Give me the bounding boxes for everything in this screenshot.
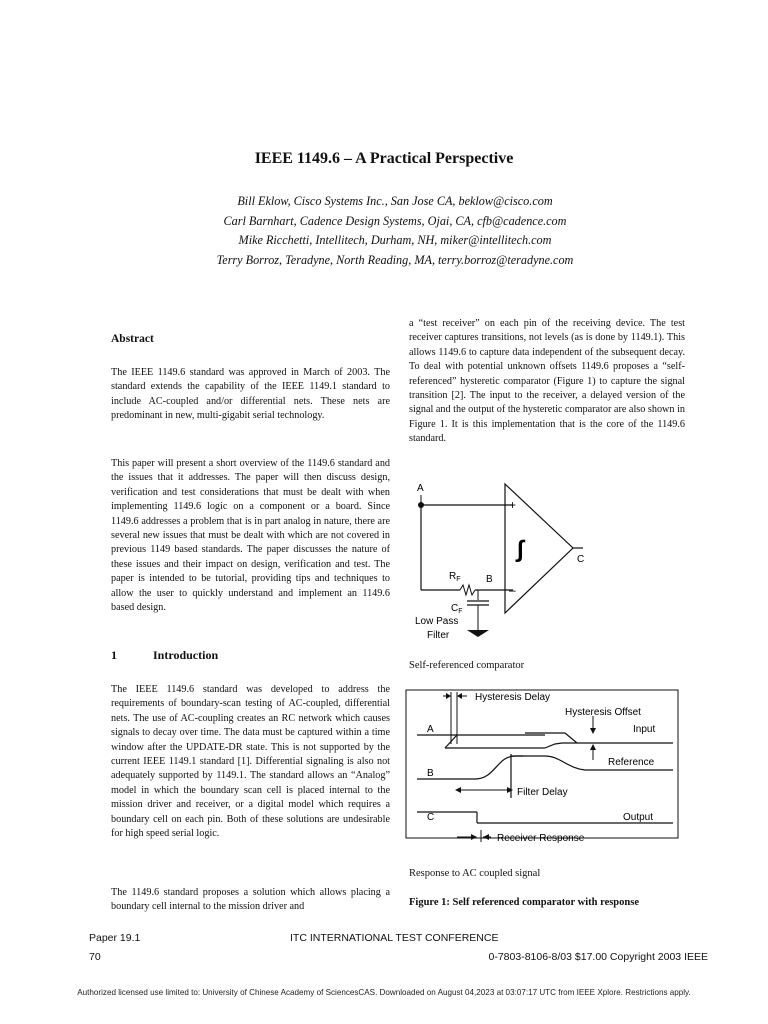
- footer-copyright: 0-7803-8106-8/03 $17.00 Copyright 2003 IEEE: [488, 951, 708, 963]
- node-c-label: C: [577, 554, 585, 565]
- trace-c-label: C: [427, 812, 435, 823]
- cf-label: $C_F$: [451, 603, 463, 615]
- section-title: Introduction: [153, 648, 219, 662]
- node-b-label: B: [486, 574, 493, 585]
- rf-label: $R_F$: [449, 571, 461, 583]
- author-list: [0, 192, 768, 270]
- paragraph: a “test receiver” on each pin of the receiving device. The test receiver captures transitions, not levels (as is done by 1149.1). This allows 1149.6 to capture data independent of the subsequent decay. To deal with potential unknown offsets 1149.6 proposes a “self-referenced” hysteretic comparator (Figure 1) to capture the signal transition [2]. The input to the receiver, a delayed version of the signal and the output of the hysteretic comparator are also shown in Figure 1. It is this implementation that is the core of the 1149.6 standard.: [409, 318, 685, 445]
- section-heading-introduction: [111, 648, 390, 663]
- hysteresis-symbol: ∫: [517, 536, 524, 563]
- footer-paper-number: Paper 19.1: [89, 932, 141, 944]
- reference-label: Reference: [608, 757, 655, 768]
- hysteresis-delay-label: Hysteresis Delay: [475, 692, 551, 703]
- section-number: 1: [111, 648, 117, 662]
- paper-title: IEEE 1149.6 – A Practical Perspective: [254, 150, 514, 167]
- response-diagram: [405, 686, 680, 848]
- intro-paragraph-2: [111, 886, 390, 915]
- trace-a-label: A: [427, 724, 434, 735]
- minus-sign: –: [509, 583, 516, 597]
- author-line: Terry Borroz, Teradyne, North Reading, MA, terry.borroz@teradyne.com: [216, 252, 574, 267]
- input-label: Input: [633, 724, 656, 735]
- node-a-label: A: [417, 483, 424, 494]
- response-caption: Response to AC coupled signal: [409, 868, 541, 879]
- output-label: Output: [623, 812, 654, 823]
- plus-sign: +: [509, 498, 517, 512]
- paragraph: The IEEE 1149.6 standard was developed to address the requirements of boundary-scan testing of AC-coupled, differential nets. The use of AC-coupling creates an RC network which causes signals to decay over time. The data must be captured within a time window after the UPDATE-DR state. This is not supported by the current IEEE 1149.1 standard [1]. Differential signaling is also not adequately supported by 1149.1. The standard allows an “Analog” model in which the boundary scan cell is placed internal to the mission driver and receiver, or a digital model which requires a boundary cell on each pin. Both of these solutions are undesirable for high speed serial logic.: [111, 684, 390, 840]
- comparator-schematic: [405, 478, 605, 646]
- filter-delay-label: Filter Delay: [517, 787, 568, 798]
- footer-page-number: 70: [89, 951, 101, 963]
- trace-b-label: B: [427, 768, 434, 779]
- paragraph: The IEEE 1149.6 standard was approved in March of 2003. The standard extends the capability of the IEEE 1149.1 standard to include AC-coupled and/or differential nets. These nets are predominant in new, multi-gigabit serial technology.: [111, 367, 390, 422]
- authorized-use-notice: Authorized licensed use limited to: University of Chinese Academy of SciencesCAS. Downloaded on August 04,2023 at 03:07:17 UTC from IEEE Xplore. Restrictions apply.: [77, 988, 691, 997]
- low-pass-label: Low Pass: [415, 616, 459, 627]
- footer-conference: ITC INTERNATIONAL TEST CONFERENCE: [290, 932, 499, 944]
- author-line: Bill Eklow, Cisco Systems Inc., San Jose CA, beklow@cisco.com: [237, 194, 553, 208]
- comparator-caption: Self-referenced comparator: [409, 660, 525, 671]
- abstract-paragraph-2: [111, 457, 390, 615]
- figure-title: Figure 1: Self referenced comparator with response: [409, 897, 639, 908]
- paragraph: This paper will present a short overview of the 1149.6 standard and the issues that it addresses. The paper will then discuss design, verification and test considerations that must be dealt with when implementing 1149.6 logic on a component or a board. Since 1149.6 addresses a problem that is in part analog in nature, there are several new issues that must be dealt with which are not covered in previous 1149 based standards. The paper discusses the nature of these issues and their impact on design, verification and test. The paper is intended to be tutorial, providing tips and techniques to allow the user to quickly understand and implement an 1149.6 based design.: [111, 458, 390, 614]
- abstract-paragraph-1: [111, 366, 390, 424]
- abstract-heading: Abstract: [111, 333, 154, 345]
- intro-paragraph-1: [111, 683, 390, 841]
- hysteresis-offset-label: Hysteresis Offset: [565, 707, 641, 718]
- right-column-paragraph: [409, 317, 685, 447]
- author-line: Carl Barnhart, Cadence Design Systems, Ojai, CA, cfb@cadence.com: [223, 213, 567, 228]
- receiver-response-label: Receiver Response: [497, 833, 585, 844]
- paragraph: The 1149.6 standard proposes a solution which allows placing a boundary cell internal to the mission driver and: [111, 887, 390, 913]
- filter-label: Filter: [427, 630, 450, 641]
- author-line: Mike Ricchetti, Intellitech, Durham, NH, miker@intellitech.com: [238, 233, 552, 247]
